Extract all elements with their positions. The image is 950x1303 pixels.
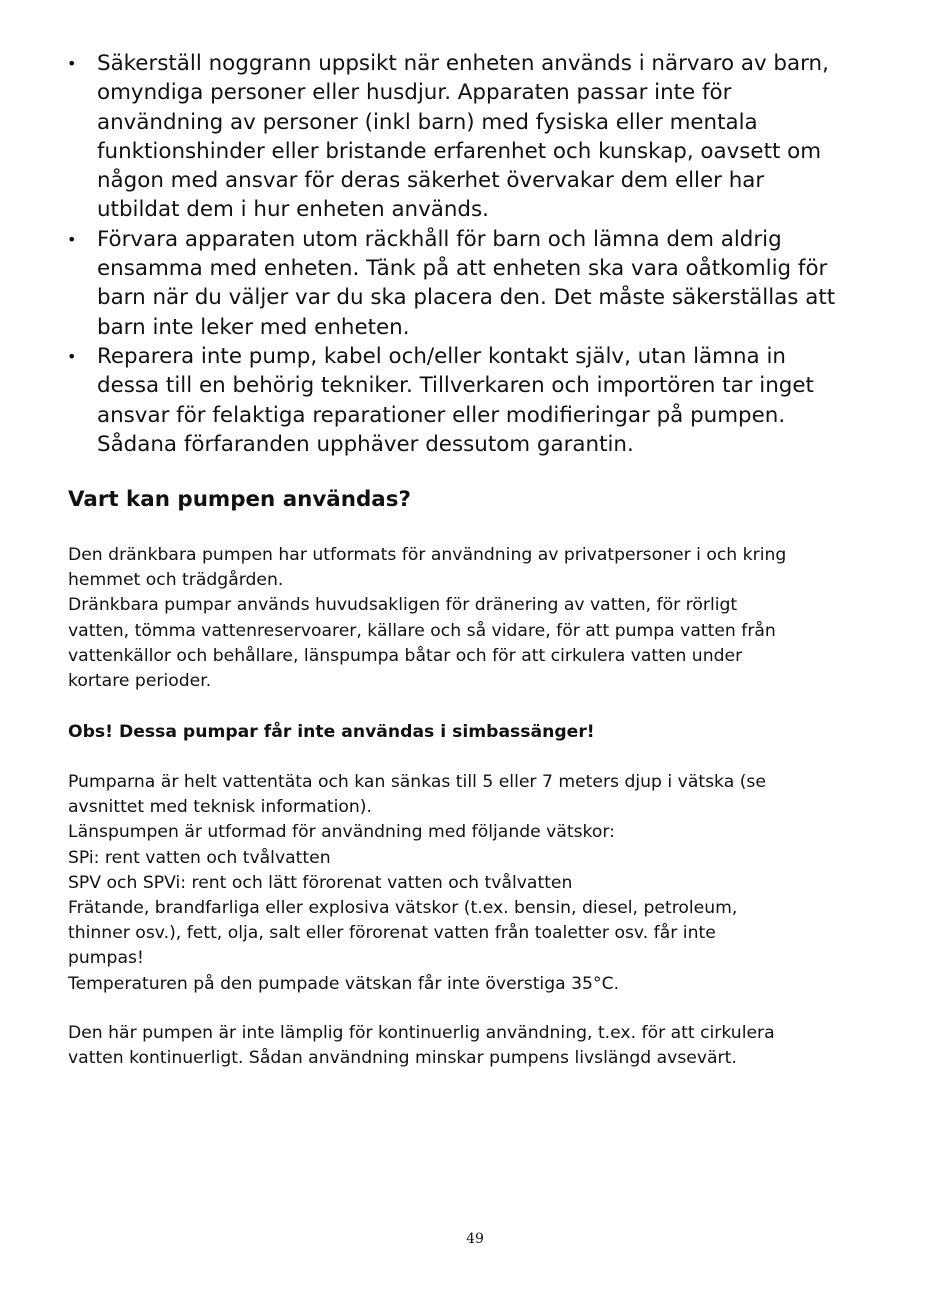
spec-line: avsnittet med teknisk information). (68, 797, 372, 818)
bullet-line: någon med ansvar för deras säkerhet övervakar dem eller har (97, 168, 765, 194)
bullet-line: barn inte leker med enheten. (97, 314, 410, 340)
spec-line: Länspumpen är utformad för användning med följande vätskor: (68, 822, 615, 843)
page-number: 49 (466, 1231, 484, 1247)
safety-bullet-list (66, 49, 886, 459)
usage-line: hemmet och trädgården. (68, 570, 284, 591)
spec-line: thinner osv.), fett, olja, salt eller förorenat vatten från toaletter osv. får inte (68, 923, 716, 944)
usage-line: Dränkbara pumpar används huvudsakligen för dränering av vatten, för rörligt (68, 595, 738, 616)
usage-line: Den dränkbara pumpen har utformats för användning av privatpersoner i och kring (68, 545, 787, 565)
usage-line: kortare perioder. (68, 671, 212, 692)
bullet-line: ensamma med enheten. Tänk på att enheten ska vara oåtkomlig för (97, 256, 828, 282)
bullet-line: omyndiga personer eller husdjur. Apparaten passar inte för (97, 80, 732, 106)
bullet-item-storage (66, 225, 886, 342)
usage-line: vatten, tömma vattenreservoarer, källare och så vidare, för att pumpa vatten från (68, 620, 776, 641)
spec-line: Frätande, brandfarliga eller explosiva vätskor (t.ex. bensin, diesel, petroleum, (68, 898, 738, 919)
bullet-line: Reparera inte pump, kabel och/eller kontakt själv, utan lämna in (97, 343, 786, 369)
bullet-line: dessa till en behörig tekniker. Tillverkaren och importören tar inget (97, 373, 814, 399)
spec-line: SPV och SPVi: rent och lätt förorenat vatten och tvålvatten (68, 872, 573, 893)
bullet-line: barn när du väljer var du ska placera den. Det måste säkerställas att (97, 285, 836, 311)
section-heading: Vart kan pumpen användas? (68, 487, 411, 512)
spec-line: Temperaturen på den pumpade vätskan får inte överstiga 35°C. (68, 973, 620, 994)
bullet-line: Sådana förfaranden upphäver dessutom garantin. (97, 431, 634, 457)
bullet-item-supervision (66, 49, 886, 225)
usage-line: vattenkällor och behållare, länspumpa båtar och för att cirkulera vatten under (68, 645, 743, 666)
continuous-line: vatten kontinuerligt. Sådan användning minskar pumpens livslängd avsevärt. (68, 1048, 737, 1069)
spec-line: SPi: rent vatten och tvålvatten (68, 847, 331, 868)
bullet-line: användning av personer (inkl barn) med fysiska eller mentala (97, 109, 758, 135)
bullet-line: funktionshinder eller bristande erfarenhet och kunskap, oavsett om (97, 138, 822, 164)
bullet-line: Förvara apparaten utom räckhåll för barn och lämna dem aldrig (97, 226, 782, 252)
bullet-icon: • (67, 346, 77, 366)
spec-line: pumpas! (68, 948, 144, 969)
usage-paragraph (68, 543, 888, 694)
bullet-line: ansvar för felaktiga reparationer eller modifieringar på pumpen. (97, 402, 786, 428)
bullet-icon: • (67, 229, 77, 249)
bullet-line: Säkerställ noggrann uppsikt när enheten används i närvaro av barn, (97, 51, 829, 76)
bullet-line: utbildat dem i hur enheten används. (97, 197, 489, 223)
spec-line: Pumparna är helt vattentäta och kan sänkas till 5 eller 7 meters djup i vätska (se (68, 772, 766, 792)
pool-warning: Obs! Dessa pumpar får inte användas i simbassänger! (68, 722, 595, 742)
bullet-icon: • (67, 54, 77, 73)
continuous-line: Den här pumpen är inte lämplig för kontinuerlig användning, t.ex. för att cirkulera (68, 1023, 775, 1043)
spec-paragraph (68, 770, 888, 997)
bullet-item-repair (66, 342, 886, 459)
continuous-use-paragraph (68, 1021, 888, 1071)
